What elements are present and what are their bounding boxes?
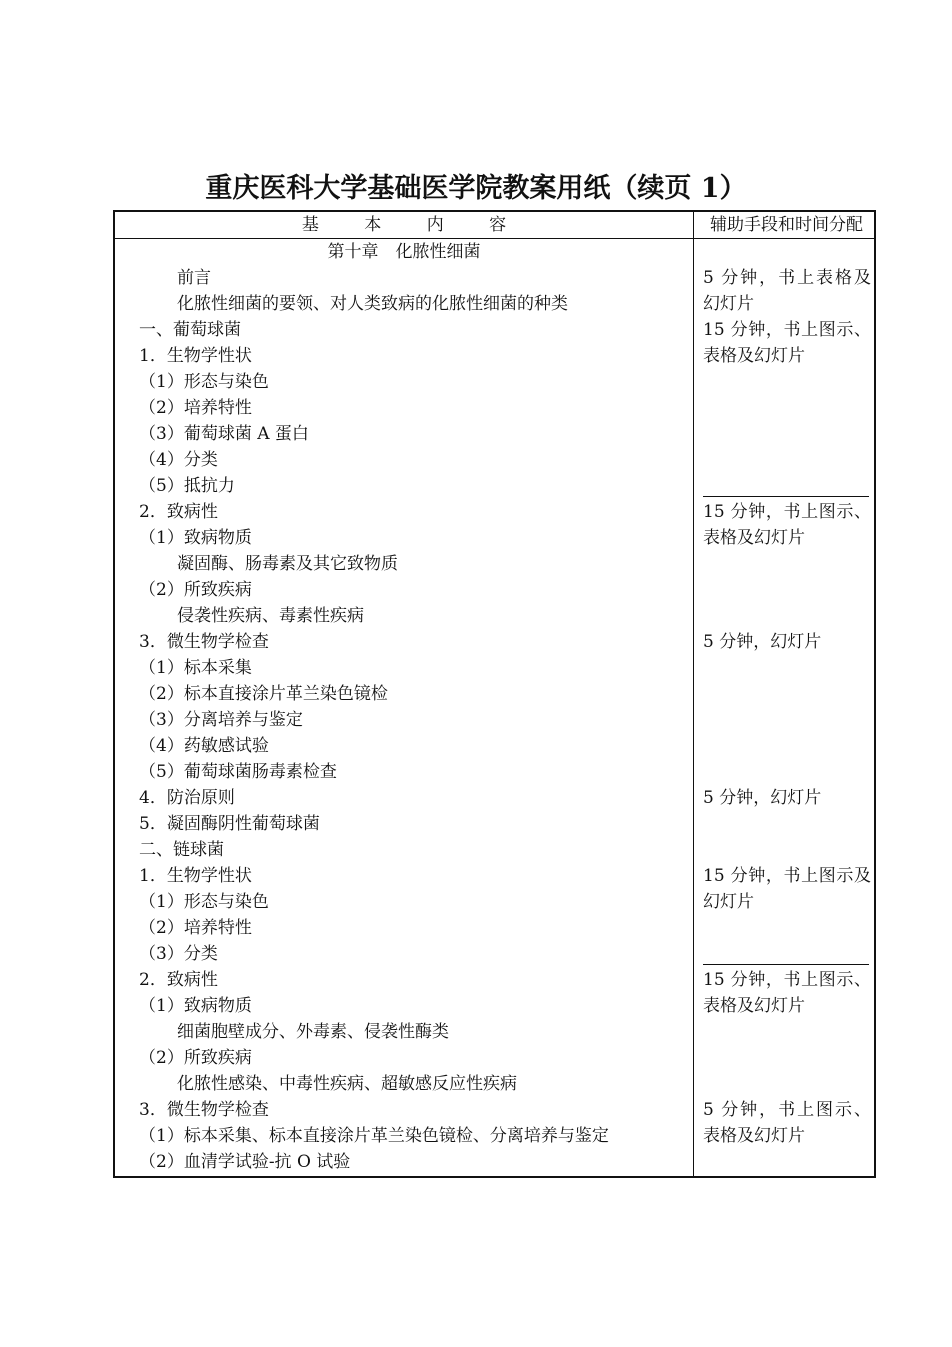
content-line: 1．生物学性状 [139, 346, 252, 366]
lesson-plan-table [113, 210, 876, 1178]
section-divider [703, 964, 869, 965]
content-line: （3）分离培养与鉴定 [139, 710, 303, 730]
time-note: 15 分钟，书上图示、表格及幻灯片 [703, 320, 871, 366]
time-note: 15 分钟，书上图示、表格及幻灯片 [703, 502, 871, 548]
page-title: 重庆医科大学基础医学院教案用纸（续页 1） [205, 173, 747, 204]
table-header [115, 212, 874, 239]
header-char: 基 [301, 215, 319, 235]
content-line: 3．微生物学检查 [139, 632, 269, 652]
time-note: 5 分钟，书上表格及幻灯片 [703, 268, 871, 314]
content-line: 1．生物学性状 [139, 866, 252, 886]
time-note: 5 分钟，幻灯片 [703, 632, 822, 652]
content-line: 前言 [177, 268, 211, 288]
section-divider [703, 496, 869, 497]
content-line: 2．致病性 [139, 970, 218, 990]
content-line: （3）葡萄球菌 A 蛋白 [139, 424, 309, 444]
content-line: （4）药敏感试验 [139, 736, 269, 756]
content-line: （1）形态与染色 [139, 892, 269, 912]
content-line: （1）标本采集 [139, 658, 252, 678]
content-line: （1）形态与染色 [139, 372, 269, 392]
content-line: （2）培养特性 [139, 918, 252, 938]
content-line: 3．微生物学检查 [139, 1100, 269, 1120]
time-note: 5 分钟，书上图示、表格及幻灯片 [703, 1100, 871, 1146]
content-line: （3）分类 [139, 944, 218, 964]
chapter-title: 第十章 化脓性细菌 [327, 242, 481, 262]
header-char: 容 [489, 215, 507, 235]
content-line: （2）所致疾病 [139, 580, 252, 600]
content-line: 5．凝固酶阴性葡萄球菌 [139, 814, 320, 834]
content-line: （4）分类 [139, 450, 218, 470]
content-line: 凝固酶、肠毒素及其它致物质 [177, 554, 398, 574]
content-line: （2）培养特性 [139, 398, 252, 418]
content-line: 二、链球菌 [139, 840, 224, 860]
content-line: （1）标本采集、标本直接涂片革兰染色镜检、分离培养与鉴定 [139, 1126, 609, 1146]
content-line: 2．致病性 [139, 502, 218, 522]
content-line: （2）标本直接涂片革兰染色镜检 [139, 684, 388, 704]
time-note: 15 分钟，书上图示、表格及幻灯片 [703, 970, 871, 1016]
content-line: （2）所致疾病 [139, 1048, 252, 1068]
content-line: 一、葡萄球菌 [139, 320, 241, 340]
content-line: （1）致病物质 [139, 528, 252, 548]
content-line: 化脓性感染、中毒性疾病、超敏感反应性疾病 [177, 1074, 517, 1094]
content-line: 侵袭性疾病、毒素性疾病 [177, 606, 364, 626]
header-char: 内 [426, 215, 444, 235]
content-line: （5）葡萄球菌肠毒素检查 [139, 762, 337, 782]
content-line: 细菌胞壁成分、外毒素、侵袭性酶类 [177, 1022, 449, 1042]
content-line: （5）抵抗力 [139, 476, 235, 496]
column-divider [693, 212, 694, 1176]
content-line: 化脓性细菌的要领、对人类致病的化脓性细菌的种类 [177, 294, 568, 314]
content-line: （2）血清学试验-抗 O 试验 [139, 1152, 351, 1172]
time-note: 15 分钟，书上图示及幻灯片 [703, 866, 871, 912]
content-line: 4．防治原则 [139, 788, 235, 808]
header-content [115, 212, 693, 238]
header-char: 本 [364, 215, 382, 235]
time-note: 5 分钟，幻灯片 [703, 788, 822, 808]
header-aux: 辅助手段和时间分配 [710, 215, 863, 235]
content-line: （1）致病物质 [139, 996, 252, 1016]
